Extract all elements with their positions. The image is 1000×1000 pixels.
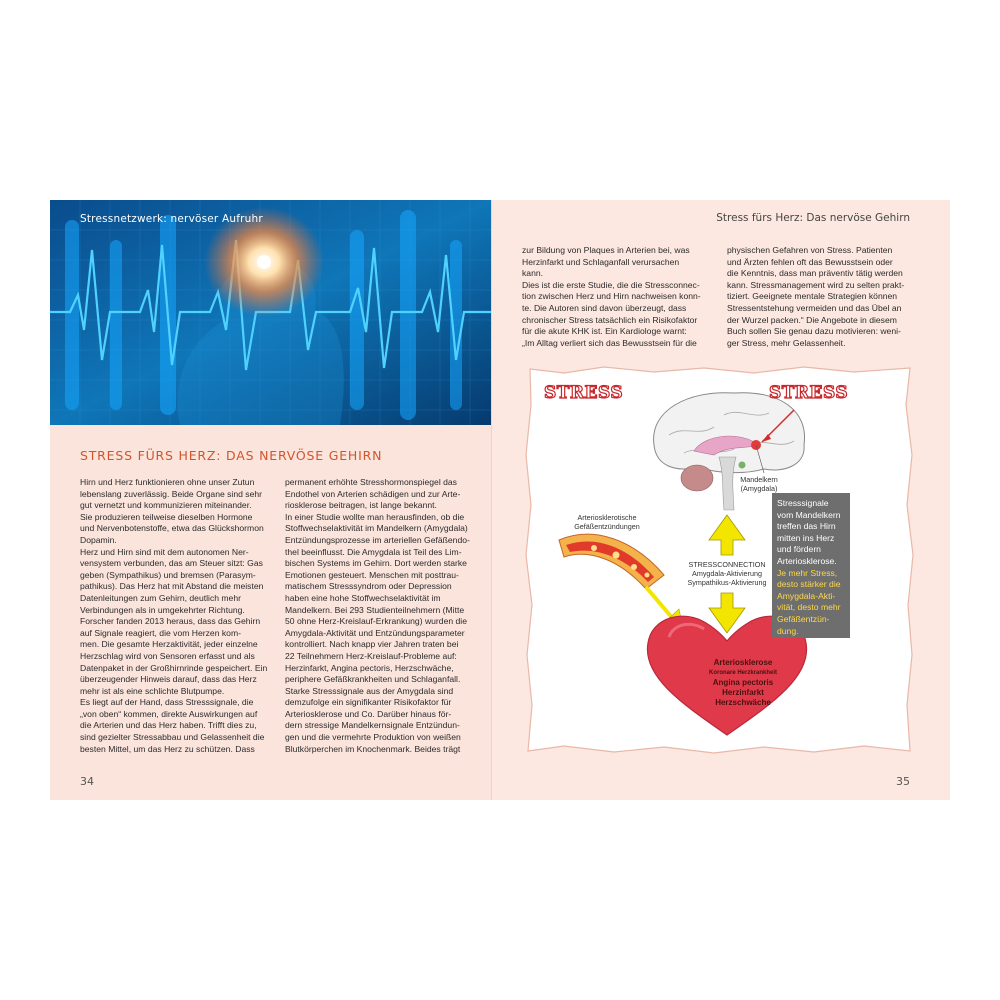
mandelkern-label: Mandelkern (Amygdala) <box>740 475 778 493</box>
heart-label-herzinfarkt: Herzinfarkt <box>722 688 764 697</box>
heart-label-angina: Angina pectoris <box>712 678 774 687</box>
hero-caption: Stressnetzwerk: nervöser Aufruhr <box>80 213 263 225</box>
heart-label-herzschwaeche: Herzschwäche <box>715 698 771 707</box>
page-number-left: 34 <box>80 775 94 788</box>
artery-label: Arteriosklerotische Gefäßentzündungen <box>574 513 640 531</box>
right-column-1: zur Bildung von Plaques in Arterien bei, was Herzinfarkt und Schlaganfall verursachen kann. Dies ist die erste Studie, die die Stressconnec- tion zwischen Herz und Hirn nachweisen konn- te. Die Autoren sind davon überzeugt, dass chronischer Stress tatsächlich ein Risikofaktor für die akute KHK ist. Ein Kardiologe warnt: „Im Alltag verliert sich das Bewusstsein für die <box>522 245 701 348</box>
section-title: STRESS FÜRS HERZ: DAS NERVÖSE GEHIRN <box>80 448 383 463</box>
left-column-2: permanent erhöhte Stresshormonspiegel das Endothel von Arterien schädigen und zur Arte- riosklerose beitragen, ist lange bekannt. In einer Studie wollte man herausfinden, ob die Stoffwechselaktivität im Mandelkern (Amygdala) Entzündungsprozesse im arteriellen Gefäßendo- thel beeinflusst. Die Amygdala ist Teil des Lim- bischen Systems im Gehirn. Dort werden starke Emotionen gesteuert. Menschen mit posttrau- matischem Stresssyndrom oder Depression haben eine hohe Stoffwechselaktivität im Mandelkern. Bei 293 Studienteilnehmern (Mitte 50 ohne Herz-Kreislauf-Erkrankung) wurden die Amygdala-Aktivität und Entzündungsparameter kontrolliert. Nach knapp vier Jahren traten bei 22 Teilnehmern Herz-Kreislauf-Probleme auf: Herzinfarkt, Angina pectoris, Herzschwäche, periphere Gefäßkrankheiten und Schlaganfall. Starke Stresssignale aus der Amygdala sind demzufolge ein signifikanter Risikofaktor für Arteriosklerose und Co. Darüber hinaus för- dern stressige Mandelkernsignale Entzündun- gen und die vermehrte Produktion von weißen Blutkörperchen im Knochenmark. Beides trägt <box>285 477 470 754</box>
page-number-right: 35 <box>896 775 910 788</box>
connection-line-1: Amygdala-Aktivierung <box>692 569 762 578</box>
right-column-2: physischen Gefahren von Stress. Patienten und Ärzten fehlen oft das Bewusstsein oder die Kenntnis, dass man präventiv tätig werden kann. Stressmanagement wird zu selten prakt- tiziert. Geeignete mentale Strategien können Stressentstehung vermeiden und das Übel an der Wurzel packen.“ Die Angebote in diesem Buch sollen Sie genau dazu motivieren: weni- ger Stress, mehr Gelassenheit. <box>727 245 905 348</box>
sidebox-text-1: Stresssignale vom Mandelkern treffen das Hirn mitten ins Herz und fördern Arteriosklerose. <box>777 498 841 566</box>
left-page <box>50 200 492 800</box>
left-column-1: Hirn und Herz funktionieren ohne unser Zutun lebenslang zuverlässig. Beide Organe sind sehr gut vernetzt und kommunizieren miteinander. Sie produzieren teilweise dieselben Hormone und Nervenbotenstoffe, etwa das Glückshormon Dopamin. Herz und Hirn sind mit dem autonomen Ner- vensystem verbunden, das am Steuer sitzt: Gas geben (Sympathikus) und bremsen (Parasym- pathikus). Das Herz hat mit Abstand die meisten Datenleitungen zum Gehirn, deutlich mehr Verbindungen als in umgekehrter Richtung. Forscher fanden 2013 heraus, dass das Gehirn auf Signale reagiert, die vom Herzen kom- men. Die gesamte Herzaktivität, jeder einzelne Herzschlag wird von Sensoren erfasst und als Datenpaket in der Großhirnrinde gespeichert. Ein überzeugender Hinweis darauf, dass das Herz mehr ist als eine schlichte Blutpumpe. Es liegt auf der Hand, dass Stresssignale, die „von oben“ kommen, direkte Auswirkungen auf die Arterien und das Herz haben. Trifft dies zu, sind gezielter Stressabbau und Gelassenheit die besten Mittel, um das Herz zu schützen. Dass <box>80 477 268 754</box>
stress-word-left: STRESS <box>544 383 624 403</box>
hero-image <box>50 200 492 425</box>
connection-title: STRESSCONNECTION <box>688 560 766 569</box>
connection-line-2: Sympathikus-Aktivierung <box>687 578 767 587</box>
running-head: Stress fürs Herz: Das nervöse Gehirn <box>716 212 910 224</box>
sidebox-text-2: Je mehr Stress, desto stärker die Amygdala-Akti- vität, desto mehr Gefäßentzün- dung. <box>777 567 841 636</box>
heart-label-arteriosklerose: Arteriosklerose <box>713 658 773 667</box>
stress-word-right: STRESS <box>769 383 849 403</box>
info-sidebox <box>772 493 850 638</box>
heart-labels <box>688 658 798 708</box>
right-page <box>492 200 950 800</box>
ecg-heart-illustration <box>50 200 492 425</box>
heart-label-khk: Koronare Herzkrankheit <box>708 670 778 676</box>
